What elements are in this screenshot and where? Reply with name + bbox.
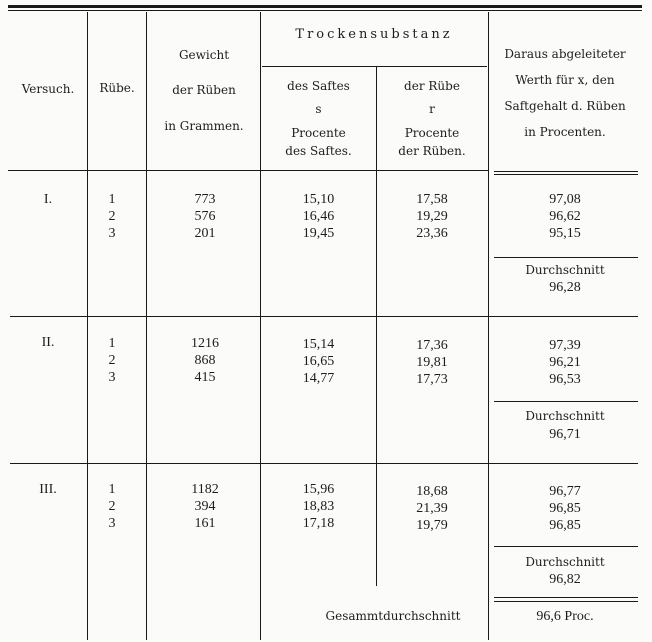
header-gewicht-3: in Grammen. <box>164 119 244 133</box>
gewicht-value: 1182 <box>191 482 219 497</box>
gewicht-value: 576 <box>194 209 216 224</box>
x-value: 97,39 <box>549 338 581 353</box>
gewicht-value: 415 <box>194 370 216 385</box>
gewicht-value: 161 <box>194 516 216 531</box>
gewicht-value: 773 <box>194 192 216 207</box>
saft-value: 16,46 <box>302 209 335 224</box>
versuch-label: I. <box>43 192 53 207</box>
saft-value: 17,18 <box>302 516 335 531</box>
header-bottom-right <box>494 171 638 172</box>
avg-rule <box>494 257 638 258</box>
trocken-underline <box>262 66 487 67</box>
top-rule-thick <box>8 5 642 8</box>
ruebe-number: 1 <box>108 336 116 351</box>
header-ruebe-col-3: Procente <box>404 126 460 140</box>
header-gewicht-1: Gewicht <box>178 48 230 62</box>
avg-label: Durchschnitt <box>525 263 605 277</box>
col-divider-1 <box>87 12 88 640</box>
ruebe-pct-value: 19,81 <box>416 355 448 370</box>
header-daraus-3: Saftgehalt d. Rüben <box>504 99 626 113</box>
avg-label: Durchschnitt <box>525 555 605 569</box>
header-saft-1: des Saftes <box>287 79 350 93</box>
ruebe-number: 2 <box>108 353 116 368</box>
group-separator <box>10 316 638 317</box>
x-value: 95,15 <box>549 226 581 241</box>
col-divider-2 <box>146 12 147 640</box>
header-ruebe: Rübe. <box>99 81 135 95</box>
header-bottom-right-2 <box>494 174 638 175</box>
saft-value: 15,10 <box>302 192 335 207</box>
saft-value: 16,65 <box>302 354 335 369</box>
versuch-label: III. <box>39 482 57 497</box>
x-value: 97,08 <box>549 192 581 207</box>
ruebe-pct-value: 17,58 <box>416 192 448 207</box>
ruebe-number: 3 <box>108 370 116 385</box>
header-ruebe-col-2: r <box>429 102 435 116</box>
col-divider-5 <box>488 12 489 640</box>
x-value: 96,53 <box>549 372 581 387</box>
header-trockensubstanz: Trockensubstanz <box>295 27 453 42</box>
ruebe-pct-value: 19,29 <box>416 209 448 224</box>
avg-label: Durchschnitt <box>525 409 605 423</box>
x-value: 96,85 <box>549 501 581 516</box>
header-saft-2: s <box>315 102 322 116</box>
footer-rule-top <box>494 597 638 598</box>
x-value: 96,21 <box>549 355 581 370</box>
saft-value: 19,45 <box>302 226 335 241</box>
saft-value: 15,14 <box>302 337 335 352</box>
header-ruebe-col-1: der Rübe <box>404 79 460 93</box>
ruebe-pct-value: 19,79 <box>416 518 448 533</box>
x-value: 96,85 <box>549 518 581 533</box>
ruebe-pct-value: 21,39 <box>416 501 448 516</box>
ruebe-pct-value: 17,36 <box>416 338 448 353</box>
footer-rule-bottom <box>494 601 638 602</box>
avg-value: 96,71 <box>549 427 581 442</box>
avg-rule <box>494 401 638 402</box>
ruebe-number: 1 <box>108 192 116 207</box>
ruebe-pct-value: 18,68 <box>416 484 448 499</box>
avg-value: 96,28 <box>549 280 581 295</box>
versuch-label: II. <box>41 335 55 350</box>
ruebe-number: 2 <box>108 499 116 514</box>
ruebe-number: 2 <box>108 209 116 224</box>
saft-value: 18,83 <box>302 499 335 514</box>
saft-value: 15,96 <box>302 482 335 497</box>
header-versuch: Versuch. <box>21 82 75 96</box>
header-gewicht-2: der Rüben <box>172 83 236 97</box>
ruebe-number: 3 <box>108 226 116 241</box>
header-saft-4: des Saftes. <box>285 144 352 158</box>
gesammtdurchschnitt-value: 96,6 Proc. <box>536 609 594 624</box>
avg-value: 96,82 <box>549 572 581 587</box>
header-ruebe-col-4: der Rüben. <box>398 144 466 158</box>
x-value: 96,77 <box>549 484 581 499</box>
header-daraus-2: Werth für x, den <box>515 73 615 87</box>
x-value: 96,62 <box>549 209 581 224</box>
header-daraus-1: Daraus abgeleiteter <box>504 47 626 61</box>
ruebe-number: 1 <box>108 482 116 497</box>
gewicht-value: 868 <box>194 353 216 368</box>
gewicht-value: 1216 <box>191 336 219 351</box>
top-rule-thin <box>8 10 642 11</box>
gewicht-value: 394 <box>194 499 216 514</box>
header-daraus-4: in Procenten. <box>524 125 606 139</box>
avg-rule <box>494 546 638 547</box>
col-divider-3 <box>260 12 261 640</box>
group-separator <box>10 463 638 464</box>
gewicht-value: 201 <box>194 226 216 241</box>
ruebe-number: 3 <box>108 516 116 531</box>
header-bottom-left <box>8 170 488 171</box>
ruebe-pct-value: 17,73 <box>416 372 448 387</box>
header-saft-3: Procente <box>291 126 346 140</box>
ruebe-pct-value: 23,36 <box>416 226 448 241</box>
gesammtdurchschnitt-label: Gesammtdurchschnitt <box>325 609 461 623</box>
saft-value: 14,77 <box>302 371 335 386</box>
